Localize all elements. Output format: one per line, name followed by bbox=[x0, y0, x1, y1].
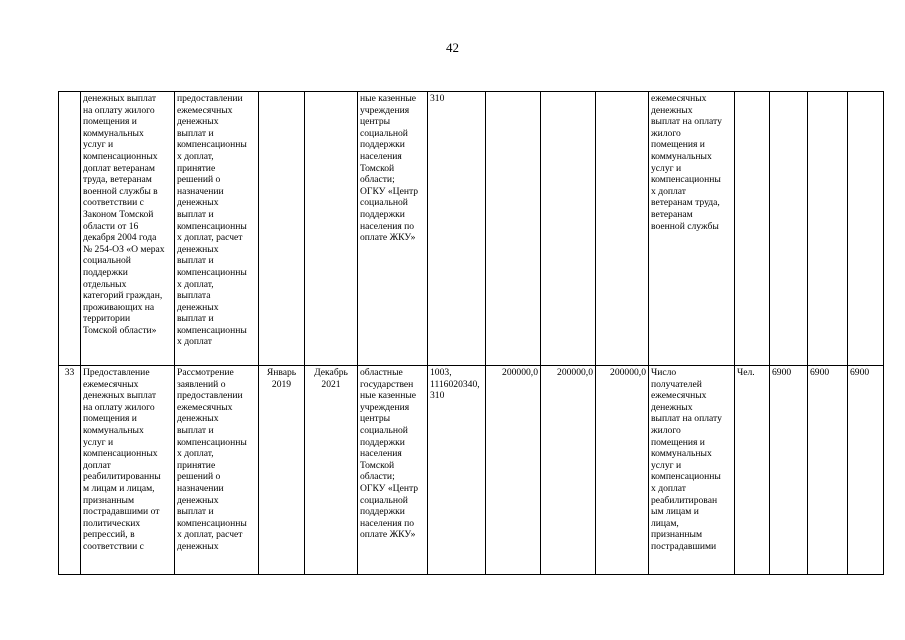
cell-executor: ные казенные учреждения центры социальной поддержки населения Томской области; ОГКУ «Центр социальной поддержки населения по оплате ЖКУ» bbox=[358, 92, 428, 366]
cell-financing-year2: 200000,0 bbox=[541, 366, 596, 575]
cell-start-date bbox=[259, 92, 305, 366]
table-row bbox=[59, 92, 884, 366]
cell-value-year3 bbox=[848, 92, 884, 366]
cell-indicator: Число получателей ежемесячных денежных выплат на оплату жилого помещения и коммунальных услуг и компенсационны х доплат реабилитирован ым лицам и лицам, признанным пострадавшими bbox=[649, 366, 735, 575]
cell-value-year1 bbox=[770, 92, 808, 366]
cell-indicator: ежемесячных денежных выплат на оплату жилого помещения и коммунальных услуг и компенсационны х доплат ветеранам труда, ветеранам военной службы bbox=[649, 92, 735, 366]
cell-value-year2: 6900 bbox=[808, 366, 848, 575]
table-row bbox=[59, 366, 884, 575]
cell-financing-year1: 200000,0 bbox=[486, 366, 541, 575]
cell-kbk: 310 bbox=[428, 92, 486, 366]
cell-financing-year3 bbox=[596, 92, 649, 366]
cell-financing-year3: 200000,0 bbox=[596, 366, 649, 575]
cell-end-date: Декабрь 2021 bbox=[305, 366, 358, 575]
program-table bbox=[58, 91, 884, 575]
cell-value-year2 bbox=[808, 92, 848, 366]
cell-unit bbox=[735, 92, 770, 366]
cell-executor: областные государствен ные казенные учреждения центры социальной поддержки населения Томской области; ОГКУ «Центр социальной поддержки населения по оплате ЖКУ» bbox=[358, 366, 428, 575]
cell-value-year3: 6900 bbox=[848, 366, 884, 575]
cell-number: 33 bbox=[59, 366, 81, 575]
cell-kbk: 1003, 1116020340, 310 bbox=[428, 366, 486, 575]
cell-measure: Предоставление ежемесячных денежных выплат на оплату жилого помещения и коммунальных услуг и компенсационных доплат реабилитированны м лицам и лицам, признанным пострадавшими от политических репрессий, в соответствии с bbox=[81, 366, 175, 575]
cell-end-date bbox=[305, 92, 358, 366]
cell-content: предоставлении ежемесячных денежных выплат и компенсационны х доплат, принятие решений о назначении денежных выплат и компенсационны х доплат, расчет денежных выплат и компенсационны х доплат, выплата денежных выплат и компенсационны х доплат bbox=[175, 92, 259, 366]
page-number: 42 bbox=[446, 40, 459, 55]
cell-number bbox=[59, 92, 81, 366]
cell-start-date: Январь 2019 bbox=[259, 366, 305, 575]
cell-measure: денежных выплат на оплату жилого помещения и коммунальных услуг и компенсационных доплат ветеранам труда, ветеранам военной службы в соответствии с Законом Томской области от 16 декабря 2004 года № 254-ОЗ «О мерах социальной поддержки отдельных категорий граждан, проживающих на территории Томской области» bbox=[81, 92, 175, 366]
cell-unit: Чел. bbox=[735, 366, 770, 575]
cell-value-year1: 6900 bbox=[770, 366, 808, 575]
cell-financing-year1 bbox=[486, 92, 541, 366]
cell-content: Рассмотрение заявлений о предоставлении ежемесячных денежных выплат и компенсационны х доплат, принятие решений о назначении денежных выплат и компенсационны х доплат, расчет денежных bbox=[175, 366, 259, 575]
cell-financing-year2 bbox=[541, 92, 596, 366]
